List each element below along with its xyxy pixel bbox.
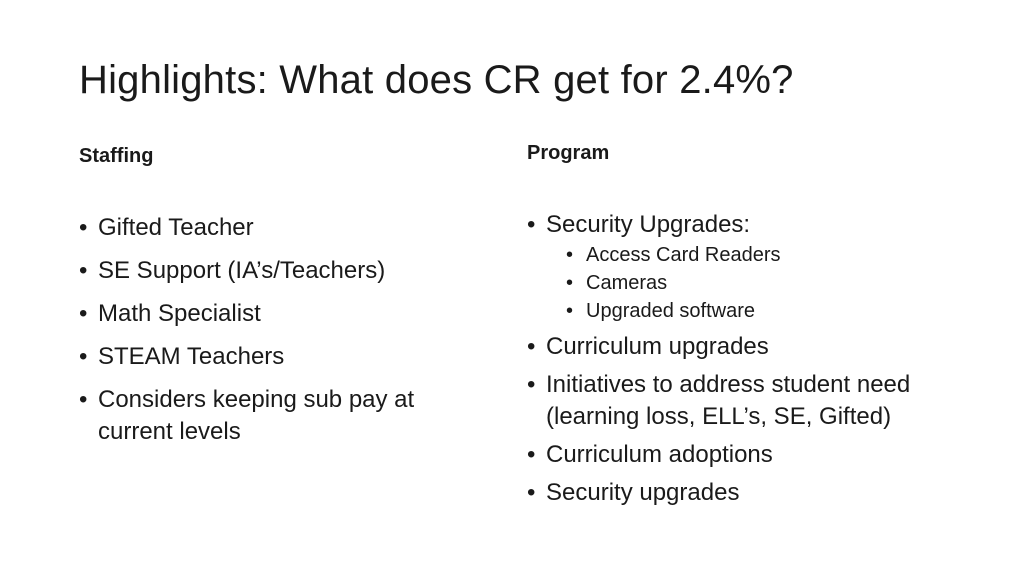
list-item: • Curriculum upgrades	[527, 331, 967, 363]
list-item: • SE Support (IA’s/Teachers)	[79, 255, 479, 287]
list-item: • Math Specialist	[79, 298, 479, 330]
list-item: • Curriculum adoptions	[527, 439, 967, 471]
list-item: • Initiatives to address student need (learning loss, ELL’s, SE, Gifted)	[527, 369, 967, 433]
list-item: • Considers keeping sub pay at current levels	[79, 384, 479, 448]
list-item	[527, 209, 967, 325]
sub-list-item: • Cameras	[566, 269, 967, 297]
sub-list-item: • Upgraded software	[566, 297, 967, 325]
security-sublist	[546, 241, 967, 325]
program-heading: Program	[527, 142, 610, 164]
list-item-label: Security Upgrades:	[546, 211, 751, 238]
slide-title: Highlights: What does CR get for 2.4%?	[79, 58, 794, 102]
list-item: • Security upgrades	[527, 477, 967, 509]
list-item: • STEAM Teachers	[79, 341, 479, 373]
list-item: • Gifted Teacher	[79, 212, 479, 244]
sub-list-item: • Access Card Readers	[566, 241, 967, 269]
staffing-list	[79, 212, 479, 459]
staffing-heading: Staffing	[79, 145, 154, 167]
program-list	[527, 209, 967, 515]
